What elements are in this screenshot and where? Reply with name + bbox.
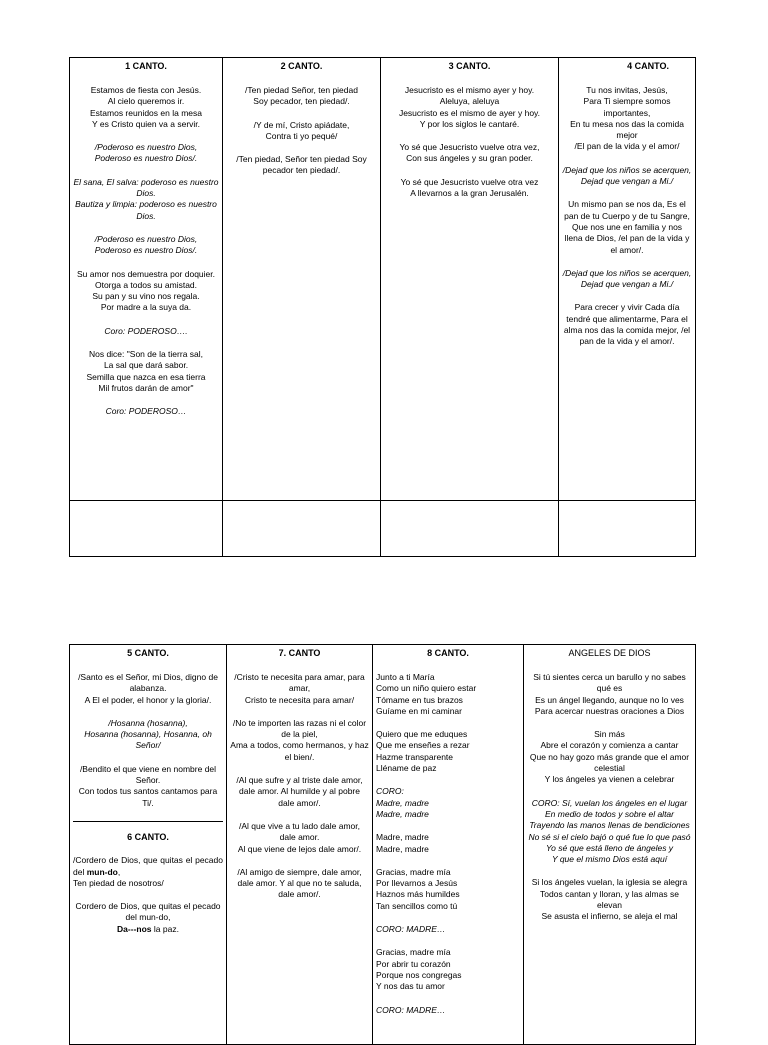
- lyric-paragraph: Gracias, madre mía Por abrir tu corazón Porque nos congregas Y nos das tu amor: [376, 947, 462, 992]
- lyric-paragraph: /Ten piedad, Señor ten piedad Soy pecador ten piedad/.: [236, 154, 367, 176]
- lyric-paragraph: /Al que sufre y al triste dale amor, dale amor. Al humilde y al pobre dale amor/.: [236, 775, 363, 808]
- lyric-paragraph: /Al que vive a tu lado dale amor, dale amor. Al que viene de lejos dale amor/.: [237, 820, 362, 854]
- lyric-paragraph: /Dejad que los niños se acerquen, Dejad que vengan a Mi./: [562, 164, 692, 187]
- song-table-bottom: [69, 644, 696, 1045]
- song-lyrics: [223, 71, 380, 177]
- song-lyrics: [70, 658, 226, 935]
- song-title: 4 CANTO.: [627, 61, 669, 71]
- song-cell: [373, 645, 524, 1045]
- lyric-paragraph: Su amor nos demuestra por doquier. Otorga a todos su amistad. Su pan y su vino nos regala. Por madre a la suya da.: [77, 268, 215, 313]
- song-cell: [559, 58, 696, 501]
- lyric-paragraph: Para crecer y vivir Cada día tendré que alimentarme, Para el alma nos das la comida mejor, /el pan de la vida y el amor/.: [563, 302, 691, 347]
- song-title: ANGELES DE DIOS: [568, 648, 651, 658]
- lyric-paragraph: Si tú sientes cerca un barullo y no sabes qué es Es un ángel llegando, aunque no lo ves Para acercar nuestras oraciones a Dios: [533, 672, 686, 716]
- lyric-paragraph: /Ten piedad Señor, ten piedad Soy pecador, ten piedad/.: [245, 85, 358, 107]
- lyric-paragraph: CORO: Madre, madre Madre, madre: [376, 786, 429, 819]
- lyric-paragraph: /Poderoso es nuestro Dios, Poderoso es nuestro Dios/.: [94, 142, 198, 164]
- song-lyrics: [559, 71, 695, 348]
- empty-cell: [381, 501, 559, 557]
- lyric-paragraph: Un mismo pan se nos da, Es el pan de tu Cuerpo y de tu Sangre, Que nos une en familia y nos llena de Dios, /el pan de la vida y el amor/.: [564, 199, 690, 255]
- lyric-paragraph: /Poderoso es nuestro Dios, Poderoso es nuestro Dios/.: [94, 233, 198, 256]
- lyric-paragraph: CORO: Sí, vuelan los ángeles en el lugar En medio de todos y sobre el altar Trayendo las manos llenas de bendiciones No sé si el cielo bajó o qué fue lo que pasó Yo sé que está lleno de ángeles y Y que el mismo Dios está aquí: [528, 797, 691, 865]
- lyric-paragraph: /Bendito el que viene en nombre del Señor. Con todos tus santos cantamos para Ti/.: [78, 763, 218, 808]
- song-cell: [70, 58, 223, 501]
- song-title: 1 CANTO.: [125, 61, 167, 71]
- lyric-paragraph: Si los ángeles vuelan, la iglesia se alegra Todos cantan y lloran, y las almas se elevan Se asusta el infierno, se aleja el mal: [531, 877, 688, 922]
- lyric-paragraph: Nos dice: "Son de la tierra sal, La sal que dará sabor. Semilla que nazca en esa tierra Mil frutos darán de amor": [86, 349, 206, 393]
- song-table-top: [69, 57, 696, 557]
- song-row: [70, 645, 696, 1045]
- lyric-paragraph: /Dejad que los niños se acerquen, Dejad que vengan a Mi./: [562, 267, 692, 290]
- lyric-paragraph: Yo sé que Jesucristo vuelve otra vez A llevarnos a la gran Jerusalén.: [400, 176, 539, 199]
- lyric-paragraph: /Santo es el Señor, mi Dios, digno de alabanza. A El el poder, el honor y la gloria/.: [78, 672, 218, 705]
- empty-cell: [559, 501, 696, 557]
- song-title: 5 CANTO.: [127, 648, 169, 658]
- lyric-paragraph: /Cordero de Dios, que quitas el pecado del mun-do, Ten piedad de nosotros/: [73, 855, 223, 888]
- song-lyrics: [373, 658, 523, 1016]
- lyric-paragraph: Jesucristo es el mismo ayer y hoy. Aleluya, aleluya Jesucristo es el mismo de ayer y hoy. Y por los siglos le cantaré.: [398, 85, 541, 129]
- song-title: 7. CANTO: [278, 648, 321, 658]
- lyric-paragraph: Coro: PODEROSO….: [104, 325, 188, 336]
- song-lyrics: [227, 658, 372, 901]
- song-cell: [524, 645, 696, 1045]
- song-lyrics: [381, 71, 558, 199]
- lyric-paragraph: Sin más Abre el corazón y comienza a cantar Que no hay gozo más grande que el amor celestial Y los ángeles ya vienen a celebrar: [529, 729, 690, 785]
- lyric-paragraph: Quiero que me eduques Que me enseñes a rezar Hazme transparente Lléname de paz: [376, 729, 470, 774]
- song-cell: [70, 645, 227, 1045]
- lyric-paragraph: CORO: MADRE…: [376, 1004, 446, 1015]
- lyric-paragraph: Junto a ti María Como un niño quiero estar Tómame en tus brazos Guíame en mi caminar: [376, 672, 477, 716]
- song-title: 2 CANTO.: [280, 61, 323, 71]
- lyric-paragraph: /Hosanna (hosanna), Hosanna (hosanna), Hosanna, oh Señor/: [84, 717, 212, 751]
- lyric-paragraph: /No te importen las razas ni el color de la piel, Ama a todos, como hermanos, y haz el bien/.: [230, 717, 369, 762]
- lyric-paragraph: /Cristo te necesita para amar, para amar, Cristo te necesita para amar/: [234, 672, 365, 705]
- song-title: 6 CANTO.: [127, 831, 169, 842]
- empty-row: [70, 501, 696, 557]
- lyric-paragraph: Tu nos invitas, Jesús, Para Ti siempre somos importantes, En tu mesa nos das la comida mejor /El pan de la vida y el amor/: [570, 85, 684, 152]
- lyric-paragraph: Yo sé que Jesucristo vuelve otra vez, Con sus ángeles y su gran poder.: [399, 142, 540, 164]
- song-title: 8 CANTO.: [427, 648, 469, 658]
- song-cell: [223, 58, 381, 501]
- empty-cell: [223, 501, 381, 557]
- lyric-paragraph: Coro: PODEROSO…: [105, 406, 187, 417]
- song-row: [70, 58, 696, 501]
- song-lyrics: [70, 71, 222, 418]
- song-title: 3 CANTO.: [448, 61, 491, 71]
- song-cell: [227, 645, 373, 1045]
- lyric-paragraph: Madre, madre Madre, madre: [376, 832, 429, 854]
- lyric-paragraph: Gracias, madre mía Por llevarnos a Jesús Haznos más humildes Tan sencillos como tú: [376, 866, 460, 911]
- empty-cell: [70, 501, 223, 557]
- song-lyrics: [524, 658, 695, 923]
- lyric-paragraph: /Y de mí, Cristo apiádate, Contra ti yo pequé/: [253, 119, 350, 141]
- lyric-paragraph: CORO: MADRE…: [376, 924, 446, 935]
- lyric-paragraph: Cordero de Dios, que quitas el pecado del mun-do, Da---nos la paz.: [75, 901, 221, 934]
- divider: [73, 821, 223, 822]
- lyric-paragraph: El sana, El salva: poderoso es nuestro Dios. Bautiza y limpia: poderoso es nuestro Dios.: [73, 176, 219, 221]
- lyric-paragraph: Estamos de fiesta con Jesús. Al cielo queremos ir. Estamos reunidos en la mesa Y es Cristo quien va a servir.: [90, 85, 202, 129]
- song-cell: [381, 58, 559, 501]
- lyric-paragraph: /Al amigo de siempre, dale amor, dale amor. Y al que no te saluda, dale amor/.: [237, 866, 362, 900]
